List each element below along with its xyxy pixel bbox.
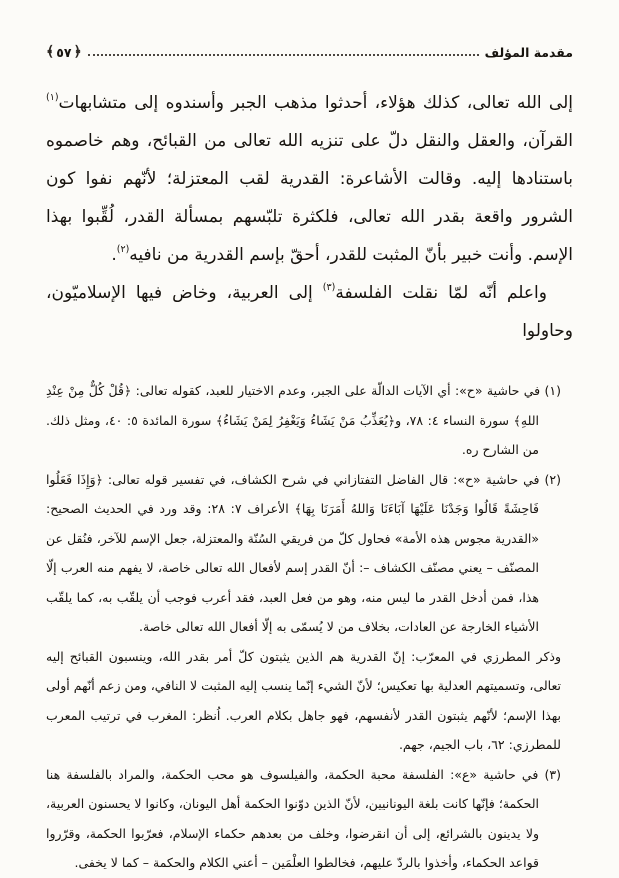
footnote-paragraph: (٣) في حاشية «ع»: الفلسفة محبة الحكمة، والفيلسوف هو محب الحكمة، والمراد بالفلسفة هنا الحكمة؛ فإنّها كانت بلغة اليونانيين، لأنّ الذين دوّنوا الحكمة أهل اليونان، وكانوا لا يحسنون العربية، ولا يدينون بالشرائع، إلى أن انقرضوا، وخلف من بعدهم حكماء الإسلام، فعرّبوا الحكمة، وقرّروا قواعد الحكماء، وأخذوا بالردّ عليهم، فخالطوا العلْمَين – أعني الكلام والحكمة – كما لا يخفى. [46, 766, 561, 870]
text-run: . [111, 245, 117, 265]
footnote-marker: (٣) [538, 766, 561, 782]
footnote-paragraph: (٢) في حاشية «ح»: قال الفاضل التفتازاني في شرح الكشاف، في تفسير قوله تعالى: ﴿وَإِذَا فَعَلُوا فَاحِشَةً قَالُوا وَجَدْنَا عَلَيْهَا آبَاءَنَا وَاللهُ أَمَرَنَا بِهَا﴾ الأعراف ٧: ٢٨: وقد ورد في الحديث الصحيح: «القدرية مجوس هذه الأمة» فحاول كلّ من فريقي السُنّة والمعتزلة، جعل الإسم للآخر، فنُقل عن المصنّف – يعني مصنّف الكشاف –: أنّ القدر إسم لأفعال الله تعالى خاصة، لا يفهم منه العرب إلّا هذا، فمن أدخل القدر ما ليس منه، وهو من فعل العبد، فقد أعرب فوجب أن يلقّب به، كما يلقّب الأشياء الخارجة عن العادات، بخلاف من لا يُسمّى به إلّا أفعال الله تعالى خاصة. [46, 471, 561, 634]
text-run: القرآن، والعقل والنقل دلّ على تنزيه الله تعالى من القبائح، وهم خاصموه باستنادها إليه. وقالت الأشاعرة: القدرية لقب المعتزلة؛ لأنّهم نفوا كون الشرور واقعة بقدر الله تعالى، فلكثرة تلبّسهم بمسألة القدر، لُقِّبوا بهذا الإسم. وأنت خبير بأنّ المثبت للقدر، أحقّ بإسم القدرية من نافيه [46, 131, 573, 265]
dotted-leader [88, 54, 479, 56]
ornament-left-icon: ﴿ [73, 44, 82, 60]
footnote-paragraph: وذكر المطرزي في المعرّب: إنّ القدرية هم الذين يثبتون كلّ أمر بقدر الله، وينسبون القبائح إليه تعالى، وتسميتهم العدلية بها تعكيس؛ لأنّ الشيء إنّما ينسب إليه المثبت لا النافي، ومن زعم أنّهم أولى بهذا الإسم؛ لأنّهم يثبتون القدر لأنفسهم، فهو جاهل بكلام العرب. اُنظر: المغرب في ترتيب المعرب للمطرزي: ٦٢، باب الجيم، جهم. [45, 648, 561, 752]
footnote-marker: (١) [540, 383, 561, 398]
footnote [46, 376, 561, 465]
text-run: واعلم أنّه لمّا نقلت الفلسفة [335, 283, 547, 303]
footnote-ref: (٢) [116, 244, 130, 256]
page-number-ornament [46, 44, 82, 60]
footnote-ref: (٣) [322, 282, 336, 294]
footnote [46, 465, 561, 760]
ornament-right-icon: ﴾ [46, 44, 55, 60]
text-run: إلى العربية، وخاض فيها الإسلاميّون، وحاولوا [46, 283, 573, 341]
body-paragraph [46, 84, 573, 274]
footnote [46, 760, 561, 878]
footnotes [46, 376, 573, 878]
footnote-marker: (٢) [539, 471, 561, 487]
text-run: إلى الله تعالى، كذلك هؤلاء، أحدثوا مذهب الجبر وأسندوه إلى متشابهات [58, 93, 573, 113]
footnote-paragraph: (١) في حاشية «ح»: أي الآيات الدالّة على الجبر، وعدم الاختيار للعبد، كقوله تعالى: ﴿قُلْ كُلٌّ مِنْ عِنْدِ اللهِ﴾ سورة النساء ٤: ٧٨، و﴿يُعَذِّبُ مَنْ يَشَاءُ وَيَغْفِرُ لِمَنْ يَشَاءُ﴾ سورة المائدة ٥: ٤٠، ومثل ذلك. من الشارح ره. [46, 383, 561, 457]
body-paragraph [46, 274, 573, 350]
main-text [46, 84, 573, 350]
section-title: مقدمة المؤلف [484, 45, 573, 60]
running-head [46, 44, 573, 60]
footnote-ref: (١) [46, 92, 59, 104]
page-number: ٥٧ [56, 44, 72, 60]
